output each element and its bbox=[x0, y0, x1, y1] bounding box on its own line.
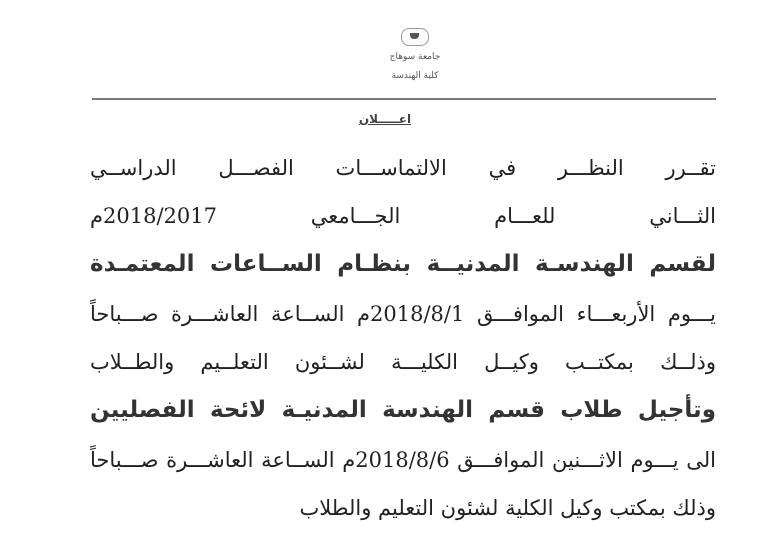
announcement-body bbox=[90, 148, 716, 536]
body-line-6-postponement: وتأجيل طلاب قسم الهندسة المدنيـة لائحة الفصليين bbox=[90, 397, 716, 423]
university-crest-icon bbox=[401, 28, 429, 46]
body-line-1: تقــرر النظـــر في الالتماســـات الفصـــل الدراســي bbox=[90, 156, 716, 180]
faculty-name: كلية الهندسة bbox=[391, 71, 439, 81]
body-line-7-second-date: الى يـــوم الاثـــنين الموافـــق 2018/8/6م الســاعة العاشـــرة صـــباحاً bbox=[90, 448, 716, 472]
body-line-4-first-date: يـــوم الأربعـــاء الموافـــق 2018/8/1م الســاعة العاشـــرة صـــباحاً bbox=[90, 302, 716, 326]
announcement-title: اعـــــلان bbox=[358, 112, 412, 126]
body-line-3-department: لقسم الهندسـة المدنيــة بنظـام الســاعات المعتمـدة bbox=[90, 251, 716, 277]
letterhead bbox=[370, 28, 460, 84]
body-line-8-office: وذلك بمكتب وكيل الكلية لشئون التعليم والطلاب bbox=[299, 496, 716, 520]
body-line-5-office: وذلــك بمكتــب وكيــل الكليـــة لشــئون التعلــيم والطــلاب bbox=[90, 350, 716, 374]
university-name: جامعة سوهاج bbox=[389, 52, 441, 62]
header-divider bbox=[92, 98, 716, 100]
body-line-2: الثـــاني للعـــام الجـــامعي 2018/2017م bbox=[90, 204, 716, 228]
